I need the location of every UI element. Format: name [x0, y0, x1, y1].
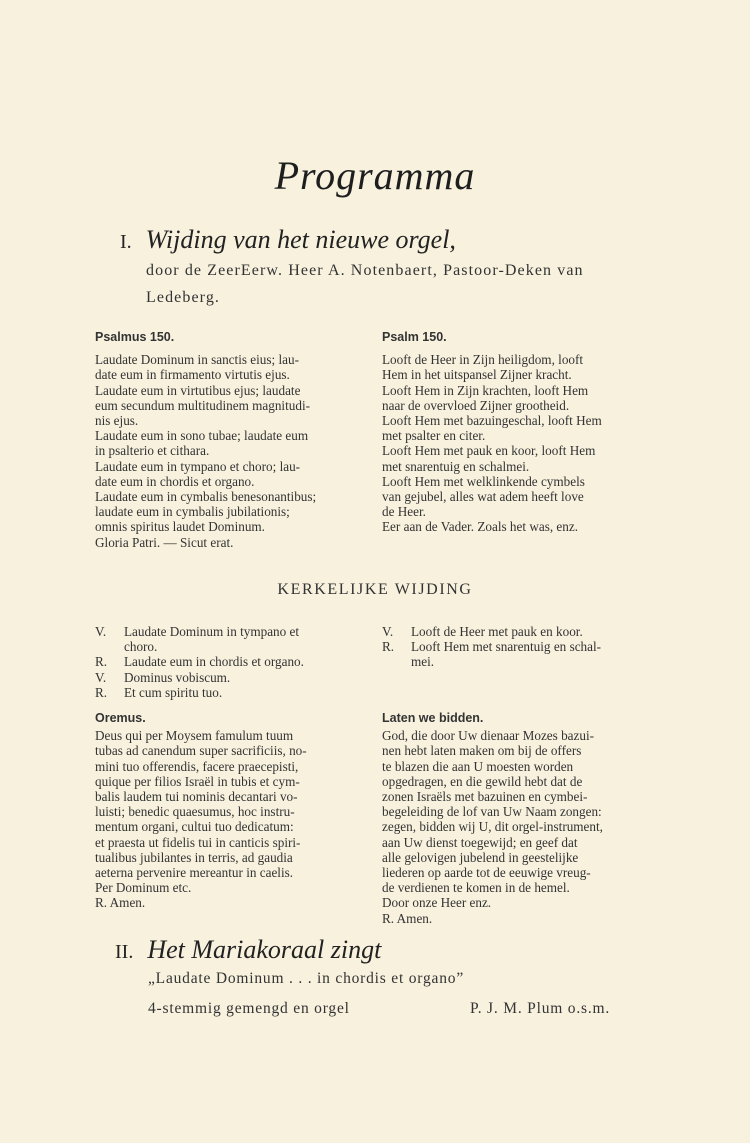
psalm-latin-line: date eum in chordis et organo. [95, 473, 255, 489]
psalm-latin-line: Laudate eum in tympano et choro; lau- [95, 458, 301, 474]
laten-line: alle gelovigen jubelend in geestelijke [382, 849, 579, 865]
laten-line: de verdienen te komen in de hemel. [382, 880, 570, 896]
psalm-dutch-line: Hem in het uitspansel Zijner kracht. [382, 367, 572, 383]
psalm-latin-line: Laudate eum in virtutibus ejus; laudate [95, 382, 301, 398]
psalm-latin-heading: Psalmus 150. [95, 330, 175, 344]
laten-line: begeleiding de lof van Uw Naam zongen: [382, 804, 602, 820]
laten-heading: Laten we bidden. [382, 711, 484, 725]
laten-text [382, 728, 662, 926]
psalm-dutch-line: Eer aan de Vader. Zoals het was, enz. [382, 519, 579, 535]
section-title: Wijding van het nieuwe orgel, [145, 225, 456, 254]
psalm-dutch-line: Looft Hem in Zijn krachten, looft Hem [382, 382, 589, 398]
oremus-line: mini tuo offerendis, facere praecepisti, [95, 758, 299, 774]
oremus-line: R. Amen. [95, 895, 146, 911]
laten-line: Door onze Heer enz. [382, 895, 492, 911]
versicle-symbol: V. [95, 669, 107, 685]
laten-line: nen hebt laten maken om bij de offers [382, 743, 582, 759]
psalm-dutch-heading: Psalm 150. [382, 330, 447, 344]
versicle-text: choro. [124, 639, 158, 655]
versicle-row [95, 639, 380, 654]
psalm-dutch-line: Looft Hem met bazuingeschal, looft Hem [382, 413, 602, 429]
versicle-row [95, 624, 380, 639]
hymn-title: „Laudate Dominum . . . in chordis et organo” [148, 970, 464, 987]
versicle-text: Looft de Heer met pauk en koor. [411, 624, 583, 639]
psalm-dutch-column [382, 330, 662, 535]
versicles-dutch [382, 624, 662, 670]
psalm-dutch-line: van gejubel, alles wat adem heeft love [382, 489, 584, 505]
hymn-voicing: 4-stemmig gemengd en orgel [148, 1000, 350, 1017]
versicle-text: mei. [411, 654, 435, 670]
versicle-row [382, 624, 662, 639]
psalm-dutch-line: met snarentuig en schalmei. [382, 458, 530, 474]
psalm-latin-text [95, 352, 375, 550]
versicle-symbol: V. [95, 624, 107, 639]
laten-line: God, die door Uw dienaar Mozes bazui- [382, 728, 595, 744]
psalm-latin-line: nis ejus. [95, 413, 139, 429]
oremus-line: aeterna pervenire mereantur in caelis. [95, 865, 294, 881]
section-one-heading [120, 225, 456, 255]
officiant-line [146, 257, 584, 311]
versicle-symbol [382, 654, 411, 669]
oremus-text [95, 728, 375, 910]
laten-line: opgedragen, en die gewild hebt dat de [382, 773, 583, 789]
versicles-latin [95, 624, 380, 700]
laten-line: te blazen die aan U moesten worden [382, 758, 574, 774]
psalm-dutch-line: Looft Hem met welklinkende cymbels [382, 473, 585, 489]
oremus-heading: Oremus. [95, 711, 146, 725]
oremus-line: balis laudem tui nominis decantari vo- [95, 789, 298, 805]
versicle-symbol [95, 639, 124, 654]
versicle-symbol: V. [382, 624, 394, 639]
versicle-text: Looft Hem met snarentuig en schal- [411, 639, 602, 655]
psalm-dutch-line: met psalter en citer. [382, 428, 486, 444]
psalm-latin-line: Laudate eum in sono tubae; laudate eum [95, 428, 309, 444]
psalm-latin-line: laudate eum in cymbalis jubilationis; [95, 504, 290, 520]
versicle-row [382, 639, 662, 654]
section-two-heading [115, 935, 381, 965]
psalm-latin-line: Laudate Dominum in sanctis eius; lau- [95, 352, 299, 368]
versicle-text: Et cum spiritu tuo. [124, 684, 223, 700]
laten-line: liederen op aarde tot de eeuwige vreug- [382, 865, 591, 881]
section-number: II. [115, 941, 134, 963]
psalm-dutch-line: Looft Hem met pauk en koor, looft Hem [382, 443, 596, 459]
psalm-latin-column [95, 330, 375, 550]
versicle-symbol: R. [95, 654, 108, 670]
hymn-composer: P. J. M. Plum o.s.m. [470, 1000, 611, 1017]
laten-line: zonen Israëls met bazuinen en cymbei- [382, 789, 588, 805]
psalm-latin-line: omnis spiritus laudet Dominum. [95, 519, 265, 535]
versicle-row [95, 685, 380, 700]
laten-line: zegen, bidden wij U, dit orgel-instrument, [382, 819, 603, 835]
versicle-row [95, 654, 380, 669]
page-title: Programma [274, 153, 476, 198]
officiant-line-2: Ledeberg. [146, 289, 221, 306]
oremus-line: tualibus jubilantes in terris, ad gaudia [95, 849, 293, 865]
psalm-latin-line: Gloria Patri. — Sicut erat. [95, 534, 234, 550]
versicle-text: Dominus vobiscum. [124, 669, 231, 685]
oremus-line: Deus qui per Moysem famulum tuum [95, 728, 294, 744]
versicle-symbol: R. [95, 684, 108, 700]
psalm-latin-line: date eum in firmamento virtutis ejus. [95, 367, 290, 383]
versicle-row [95, 670, 380, 685]
laten-line: R. Amen. [382, 910, 433, 926]
psalm-latin-line: Laudate eum in cymbalis benesonantibus; [95, 489, 317, 505]
versicle-text: Laudate eum in chordis et organo. [124, 654, 304, 670]
psalm-dutch-text [382, 352, 662, 534]
oremus-line: tubas ad canendum super sacrificiis, no- [95, 743, 307, 759]
officiant-line-1: door de ZeerEerw. Heer A. Notenbaert, Pastoor-Deken van [146, 262, 584, 279]
oremus-line: mentum organi, cultui tuo dedicatum: [95, 819, 294, 835]
section-title: Het Mariakoraal zingt [147, 935, 382, 964]
versicle-symbol: R. [382, 639, 395, 655]
laten-column [382, 711, 662, 926]
psalm-dutch-line: de Heer. [382, 504, 426, 520]
kerkelijke-wijding-heading: KERKELIJKE WIJDING [277, 581, 473, 598]
oremus-column [95, 711, 375, 911]
laten-line: aan Uw dienst toegewijd; en geef dat [382, 834, 578, 850]
psalm-latin-line: in psalterio et cithara. [95, 443, 210, 459]
versicle-row [382, 654, 662, 669]
oremus-line: quique per filios Israël in tubis et cym- [95, 773, 300, 789]
oremus-line: luisti; benedic quaesumus, hoc instru- [95, 804, 295, 820]
psalm-latin-line: eum secundum multitudinem magnitudi- [95, 397, 310, 413]
oremus-line: Per Dominum etc. [95, 880, 192, 896]
psalm-dutch-line: Looft de Heer in Zijn heiligdom, looft [382, 352, 584, 368]
psalm-dutch-line: naar de overvloed Zijner grootheid. [382, 397, 570, 413]
versicle-text: Laudate Dominum in tympano et [124, 624, 300, 639]
oremus-line: et praesta ut fidelis tui in canticis spiri- [95, 834, 301, 850]
section-number: I. [120, 231, 132, 253]
